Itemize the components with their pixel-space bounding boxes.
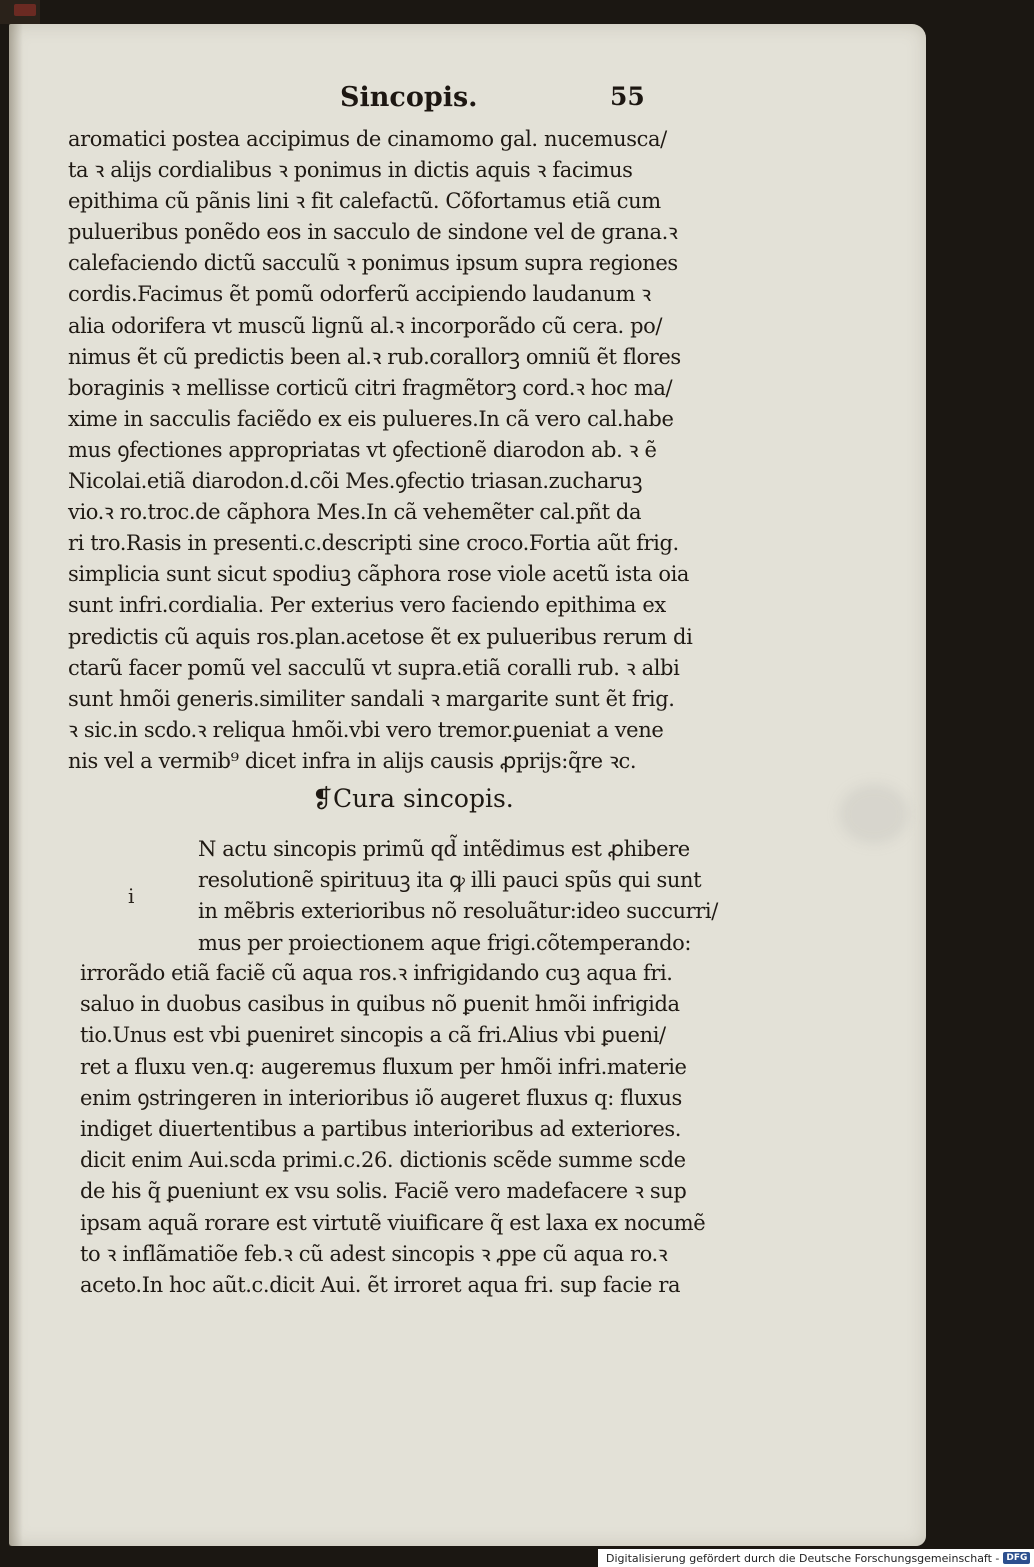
text-line: mus per proiectionem aque frigi.cõtemperando:: [198, 930, 692, 955]
text-line: de his q̃ ꝑueniunt ex vsu solis. Faciẽ vero madefacere ꝛ sup: [80, 1179, 687, 1204]
running-head: Sincopis.: [340, 82, 478, 113]
text-line: xime in sacculis faciẽdo ex eis pulueres.In cã vero cal.habe: [68, 406, 674, 431]
margin-mark: i: [128, 884, 135, 908]
text-line: ri tro.Rasis in presenti.c.descripti sine croco.Fortia aũt frig.: [68, 531, 679, 556]
text-line: epithima cũ pãnis lini ꝛ fit calefactũ. Cõfortamus etiã cum: [68, 189, 661, 214]
text-line: vio.ꝛ ro.troc.de cãphora Mes.In cã vehemẽter cal.pñt da: [68, 500, 642, 525]
page-stain: [839, 784, 909, 844]
text-line: simplicia sunt sicut spodiuꝫ cãphora rose viole acetũ ista oia: [68, 562, 690, 587]
text-line: tio.Unus est vbi ꝑueniret sincopis a cã fri.Alius vbi ꝑueni/: [80, 1023, 666, 1048]
text-line: nis vel a vermib⁹ dicet infra in alijs causis ꝓprijs:q̃re ꝛc.: [68, 748, 637, 773]
page-gutter-shadow: [9, 24, 23, 1546]
footer-credit-bar: [598, 1549, 1034, 1567]
text-line: ta ꝛ alijs cordialibus ꝛ ponimus in dictis aquis ꝛ facimus: [68, 158, 633, 183]
text-line: alia odorifera vt muscũ lignũ al.ꝛ incorporãdo cũ cera. po/: [68, 313, 663, 338]
text-line: aromatici postea accipimus de cinamomo gal. nucemusca/: [68, 127, 667, 151]
text-line: sunt infri.cordialia. Per exterius vero faciendo epithima ex: [68, 593, 666, 618]
text-line: dicit enim Aui.scda primi.c.26. dictionis scẽde summe scde: [80, 1148, 686, 1173]
text-line: to ꝛ inflãmatiõe feb.ꝛ cũ adest sincopis ꝛ ꝓpe cũ aqua ro.ꝛ: [80, 1241, 668, 1266]
text-line: ꝛ sic.in scdo.ꝛ reliqua hmõi.vbi vero tremor.ꝑueniat a vene: [68, 717, 664, 742]
text-line: cordis.Facimus ẽt pomũ odorferũ accipiendo laudanum ꝛ: [68, 282, 651, 307]
text-line: predictis cũ aquis ros.plan.acetose ẽt ex pulueribus rerum di: [68, 624, 693, 649]
text-line: enim ꝯstringeren in interioribus iõ augeret fluxus q: fluxus: [80, 1085, 682, 1110]
page-header: [0, 82, 1000, 122]
text-line: mus ꝯfectiones appropriatas vt ꝯfectionẽ diarodon ab. ꝛ ẽ: [68, 437, 657, 462]
text-line: calefaciendo dictũ sacculũ ꝛ ponimus ipsum supra regiones: [68, 251, 678, 276]
text-line: Nicolai.etiã diarodon.d.cõi Mes.ꝯfectio triasan.zucharuꝫ: [68, 469, 643, 494]
text-line: N actu sincopis primũ qd̃ intẽdimus est ꝓhibere: [198, 837, 690, 861]
text-line: ipsam aquã rorare est virtutẽ viuificare q̃ est laxa ex nocumẽ: [80, 1210, 706, 1235]
text-line: ctarũ facer pomũ vel sacculũ vt supra.etiã coralli rub. ꝛ albi: [68, 655, 680, 680]
body-paragraph-2-full: [80, 958, 750, 1301]
text-line: sunt hmõi generis.similiter sandali ꝛ margarite sunt ẽt frig.: [68, 686, 675, 711]
section-heading: ❡Cura sincopis.: [312, 784, 514, 813]
binding-red-tab: [14, 4, 36, 16]
folio-number: 55: [610, 82, 645, 111]
text-line: saluo in duobus casibus in quibus nõ ꝑuenit hmõi infrigida: [80, 992, 680, 1017]
text-line: in mẽbris exterioribus nõ resoluãtur:ideo succurri/: [198, 899, 718, 924]
text-line: indiget diuertentibus a partibus interioribus ad exteriores.: [80, 1116, 682, 1141]
text-line: nimus ẽt cũ predictis been al.ꝛ rub.corallorꝫ omniũ ẽt flores: [68, 344, 681, 369]
footer-credit-text: Digitalisierung gefördert durch die Deutsche Forschungsgemeinschaft -: [606, 1551, 1000, 1565]
text-line: boraginis ꝛ mellisse corticũ citri fragmẽtorꝫ cord.ꝛ hoc ma/: [68, 375, 673, 400]
body-paragraph-1: [68, 124, 738, 777]
body-paragraph-2-indented: [198, 834, 743, 959]
text-line: pulueribus ponẽdo eos in sacculo de sindone vel de grana.ꝛ: [68, 220, 678, 245]
text-line: aceto.In hoc aũt.c.dicit Aui. ẽt irroret aqua fri. sup facie ra: [80, 1272, 681, 1297]
text-line: ret a fluxu ven.q: augeremus fluxum per hmõi infri.materie: [80, 1054, 687, 1079]
text-line: resolutionẽ spirituuꝫ ita ꝙ illi pauci spũs qui sunt: [198, 868, 702, 893]
text-line: irrorãdo etiã faciẽ cũ aqua ros.ꝛ infrigidando cuꝫ aqua fri.: [80, 961, 673, 985]
dfg-logo: DFG: [1003, 1552, 1030, 1564]
